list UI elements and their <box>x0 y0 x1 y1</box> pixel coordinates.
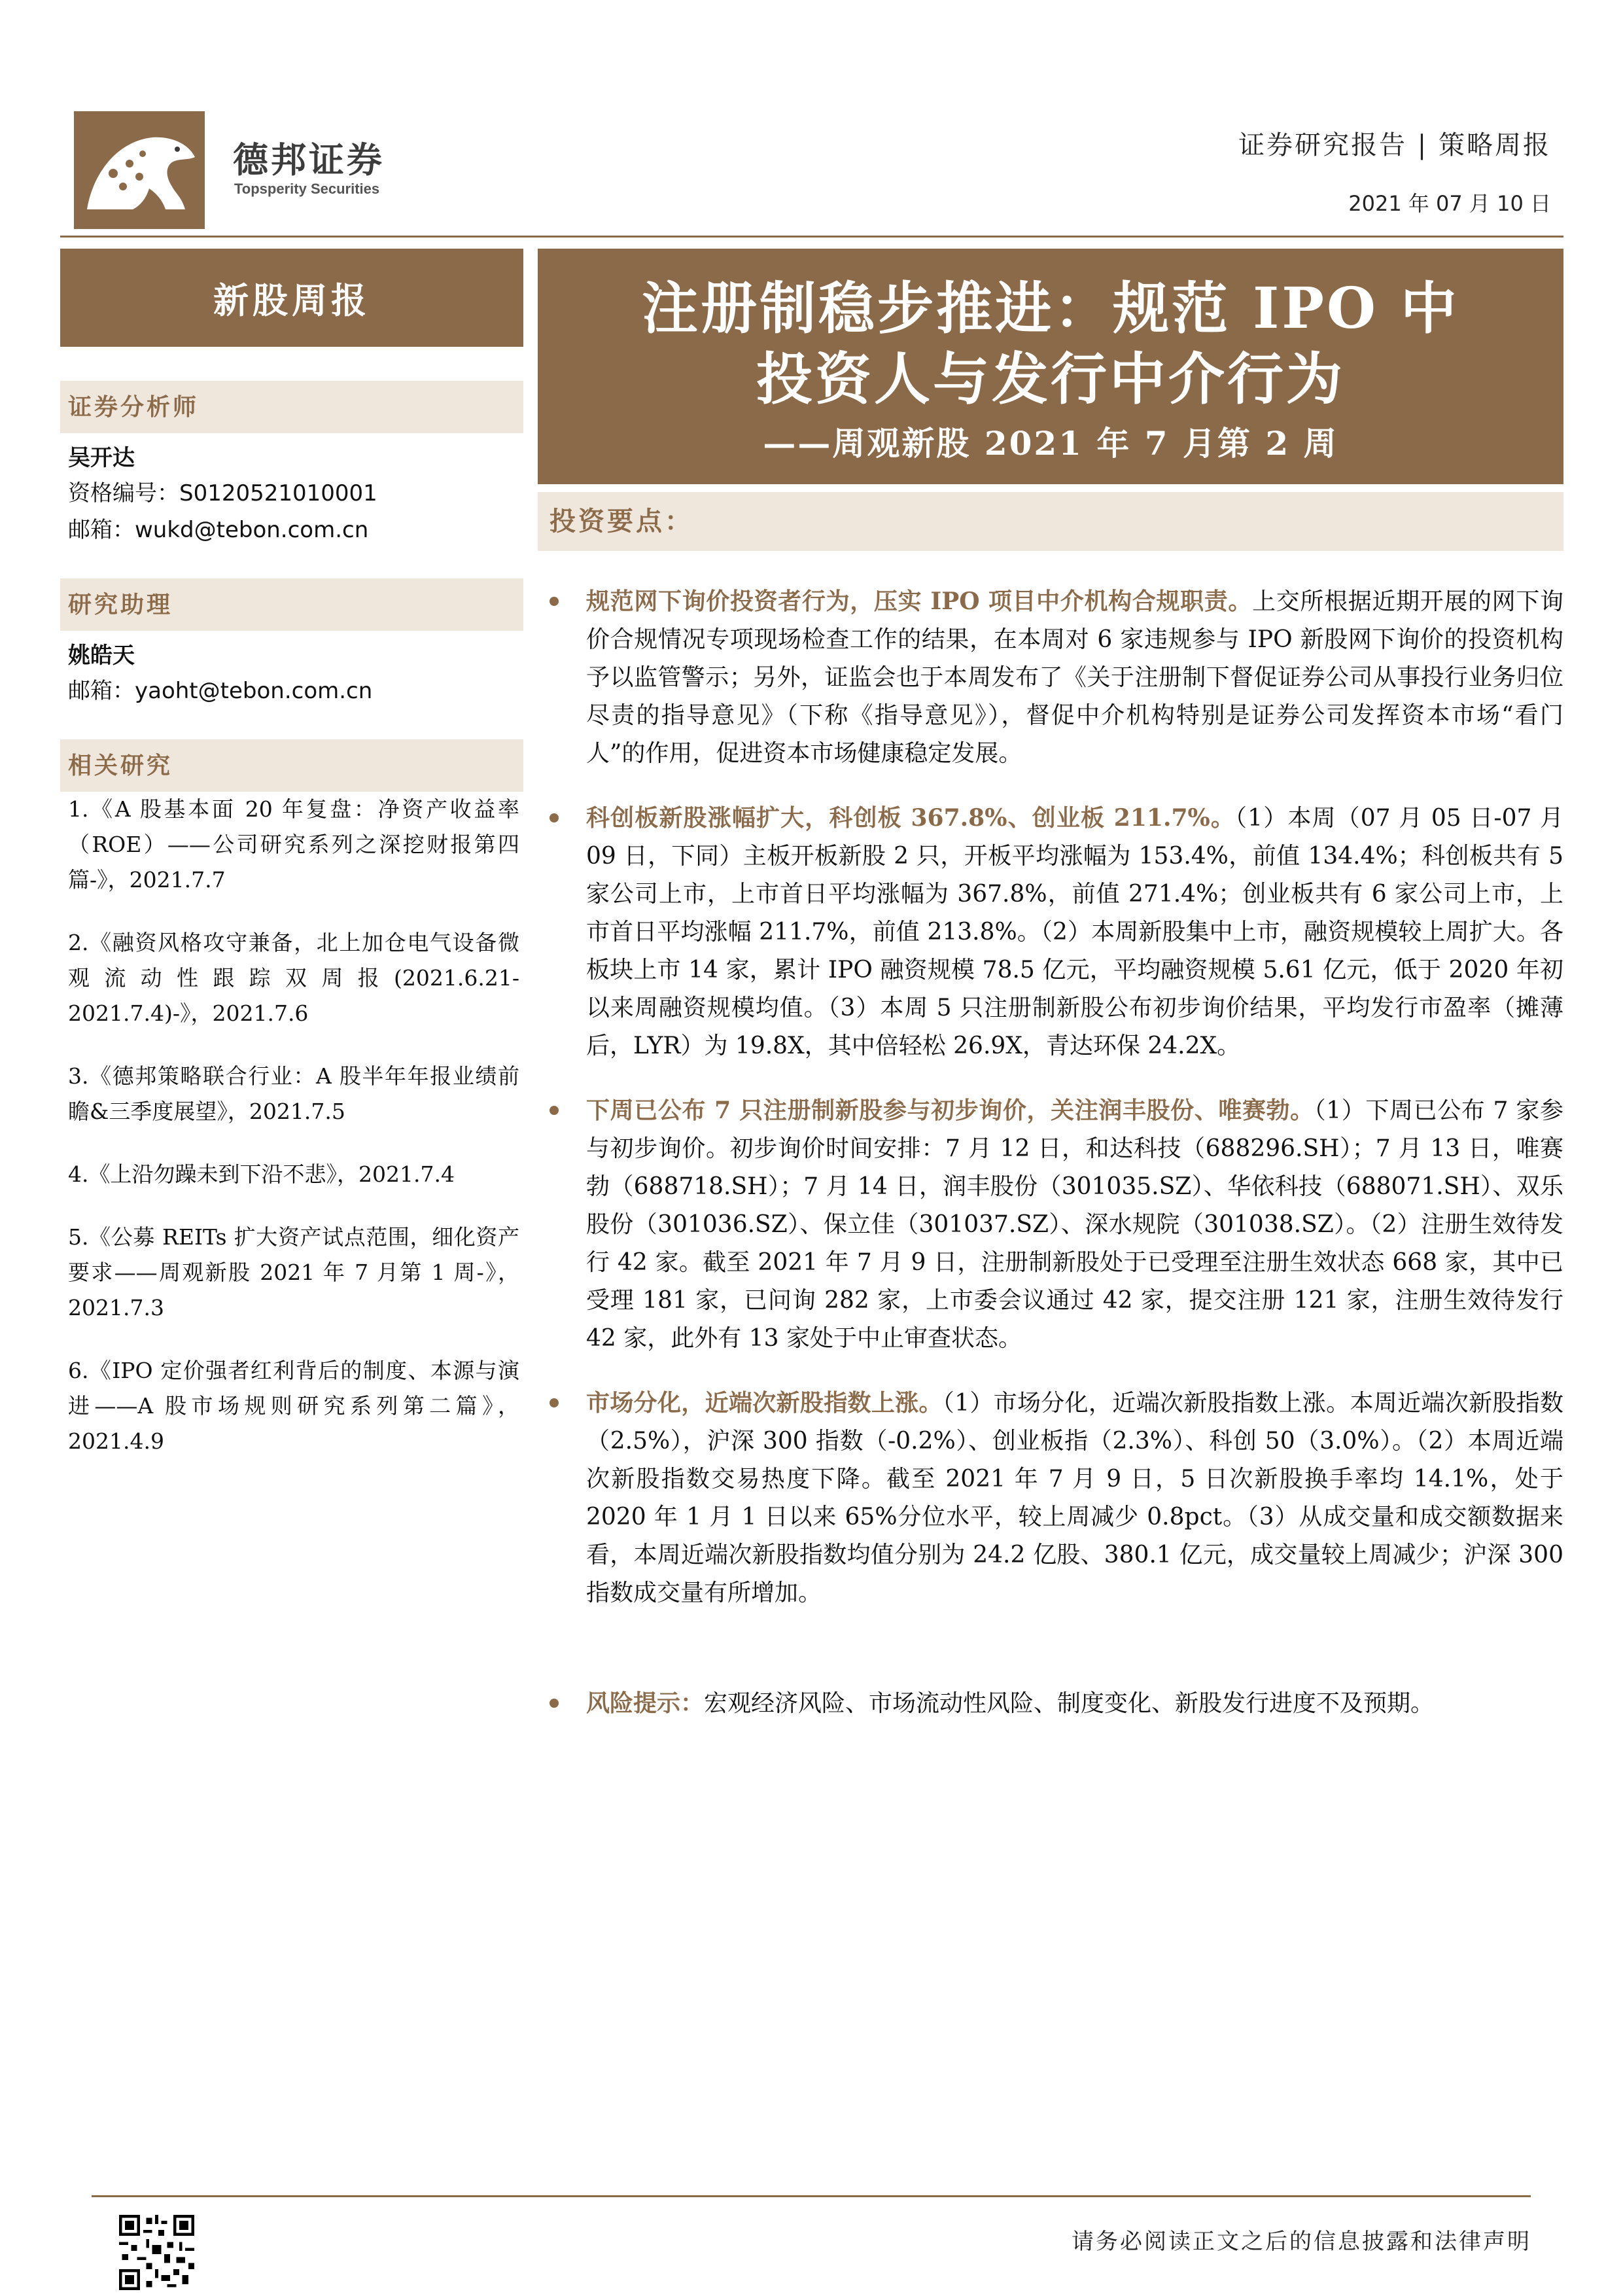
key-point <box>538 799 1563 1065</box>
report-title-line1: 注册制稳步推进：规范 IPO 中 <box>642 275 1459 342</box>
assistant-email: 邮箱：yaoht@tebon.com.cn <box>68 678 373 704</box>
brand-name: 德邦证券 <box>233 139 385 181</box>
key-point <box>538 1384 1563 1612</box>
key-points-heading: 投资要点： <box>538 492 1563 551</box>
related-item[interactable]: 1.《A 股基本面 20 年复盘：净资产收益率（ROE）——公司研究系列之深挖财报第四篇-》，2021.7.7 <box>68 796 519 892</box>
report-subtitle: ——周观新股 2021 年 7 月第 2 周 <box>763 424 1338 463</box>
report-date: 2021 年 07 月 10 日 <box>1348 191 1551 216</box>
cheetah-logo-icon <box>74 111 205 229</box>
assistant-name: 姚皓天 <box>68 643 135 669</box>
point-lead: 下周已公布 7 只注册制新股参与初步询价，关注润丰股份、唯赛勃。 <box>586 1097 1314 1124</box>
analyst-name: 吴开达 <box>68 445 135 471</box>
brand-english-name: Topsperity Securities <box>234 181 380 197</box>
legal-disclaimer: 请务必阅读正文之后的信息披露和法律声明 <box>1072 2229 1531 2255</box>
related-item[interactable]: 4.《上沿勿躁未到下沿不悲》，2021.7.4 <box>68 1161 455 1187</box>
report-title-line2: 投资人与发行中介行为 <box>756 346 1345 412</box>
risk-point <box>538 1684 1563 1723</box>
point-lead: 规范网下询价投资者行为，压实 IPO 项目中介机构合规职责。 <box>586 588 1253 615</box>
point-lead: 科创板新股涨幅扩大，科创板 367.8%、创业板 211.7%。 <box>586 804 1236 832</box>
bullet-icon <box>550 1106 559 1115</box>
related-heading: 相关研究 <box>60 739 523 792</box>
qr-code-icon <box>119 2215 194 2290</box>
key-point <box>538 1091 1563 1358</box>
key-points <box>538 582 1563 1749</box>
point-body: （1）市场分化，近端次新股指数上涨。本周近端次新股指数（2.5%），沪深 300 指数（-0.2%）、创业板指（2.3%）、科创 50（3.0%）。（2）本周近端次新股指数交易热度下降。截至 2021 年 7 月 9 日，5 日次新股换手率均 14.1%，处于 2020 年 1 月 1 日以来 65%分位水平，较上周减少 0.8pct。（3）从成交量和成交额数据来看，本周近端次新股指数均值分别为 24.2 亿股、380.1 亿元，成交量较上周减少；沪深 300 指数成交量有所增加。 <box>586 1390 1563 1606</box>
title-banner <box>538 249 1563 484</box>
point-lead: 风险提示： <box>586 1689 705 1717</box>
bullet-icon <box>550 597 559 606</box>
point-body: （1）本周（07 月 05 日-07 月 09 日，下同）主板开板新股 2 只，开板平均涨幅为 153.4%，前值 134.4%；科创板共有 5 家公司上市，上市首日平均涨幅为 367.8%，前值 271.4%；创业板共有 6 家公司上市，上市首日平均涨幅 211.7%，前值 213.8%。（2）本周新股集中上市，融资规模较上周扩大。各板块上市 14 家，累计 IPO 融资规模 78.5 亿元，平均融资规模 5.61 亿元，低于 2020 年初以来周融资规模均值。（3）本周 5 只注册制新股公布初步询价结果，平均发行市盈率（摊薄后，LYR）为 19.8X，其中倍轻松 26.9X，青达环保 24.2X。 <box>586 805 1563 1059</box>
footer-divider <box>92 2195 1531 2197</box>
related-research-list <box>68 792 519 1487</box>
report-tag: 新股周报 <box>60 249 523 347</box>
analyst-heading: 证券分析师 <box>60 381 523 433</box>
key-point <box>538 582 1563 773</box>
report-type: 证券研究报告 | 策略周报 <box>1238 130 1551 160</box>
analyst-email: 邮箱：wukd@tebon.com.cn <box>68 517 369 543</box>
related-item[interactable]: 5.《公募 REITs 扩大资产试点范围，细化资产要求——周观新股 2021 年 7 月第 1 周-》，2021.7.3 <box>68 1224 519 1320</box>
bullet-icon <box>550 813 559 822</box>
point-body: 宏观经济风险、市场流动性风险、制度变化、新股发行进度不及预期。 <box>704 1690 1435 1717</box>
point-body: （1）下周已公布 7 家参与初步询价。初步询价时间安排：7 月 12 日，和达科技（688296.SH）；7 月 13 日，唯赛勃（688718.SH）；7 月 14 日，润丰股份（301035.SZ）、华依科技（688071.SH）、双乐股份（301036.SZ）、保立佳（301037.SZ）、深水规院（301038.SZ）。（2）注册生效待发行 42 家。截至 2021 年 7 月 9 日，注册制新股处于已受理至注册生效状态 668 家，其中已受理 181 家，已问询 282 家，上市委会议通过 42 家，提交注册 121 家，注册生效待发行 42 家，此外有 13 家处于中止审查状态。 <box>586 1097 1563 1352</box>
bullet-icon <box>550 1699 559 1708</box>
header-divider <box>60 236 1563 238</box>
assistant-heading: 研究助理 <box>60 578 523 631</box>
related-item[interactable]: 6.《IPO 定价强者红利背后的制度、本源与演进——A 股市场规则研究系列第二篇》，2021.4.9 <box>68 1358 519 1454</box>
related-item[interactable]: 3.《德邦策略联合行业：A 股半年年报业绩前瞻&三季度展望》，2021.7.5 <box>68 1063 519 1124</box>
analyst-cert: 资格编号：S0120521010001 <box>68 480 377 506</box>
point-lead: 市场分化，近端次新股指数上涨。 <box>586 1389 943 1417</box>
point-body: 上交所根据近期开展的网下询价合规情况专项现场检查工作的结果，在本周对 6 家违规参与 IPO 新股网下询价的投资机构予以监管警示；另外，证监会也于本周发布了《关于注册制下督促证券公司从事投行业务归位尽责的指导意见》（下称《指导意见》），督促中介机构特别是证券公司发挥资本市场“看门人”的作用，促进资本市场健康稳定发展。 <box>586 588 1563 767</box>
bullet-icon <box>550 1398 559 1407</box>
related-item[interactable]: 2.《融资风格攻守兼备，北上加仓电气设备微观流动性跟踪双周报(2021.6.21-2021.7.4)-》，2021.7.6 <box>68 930 519 1026</box>
